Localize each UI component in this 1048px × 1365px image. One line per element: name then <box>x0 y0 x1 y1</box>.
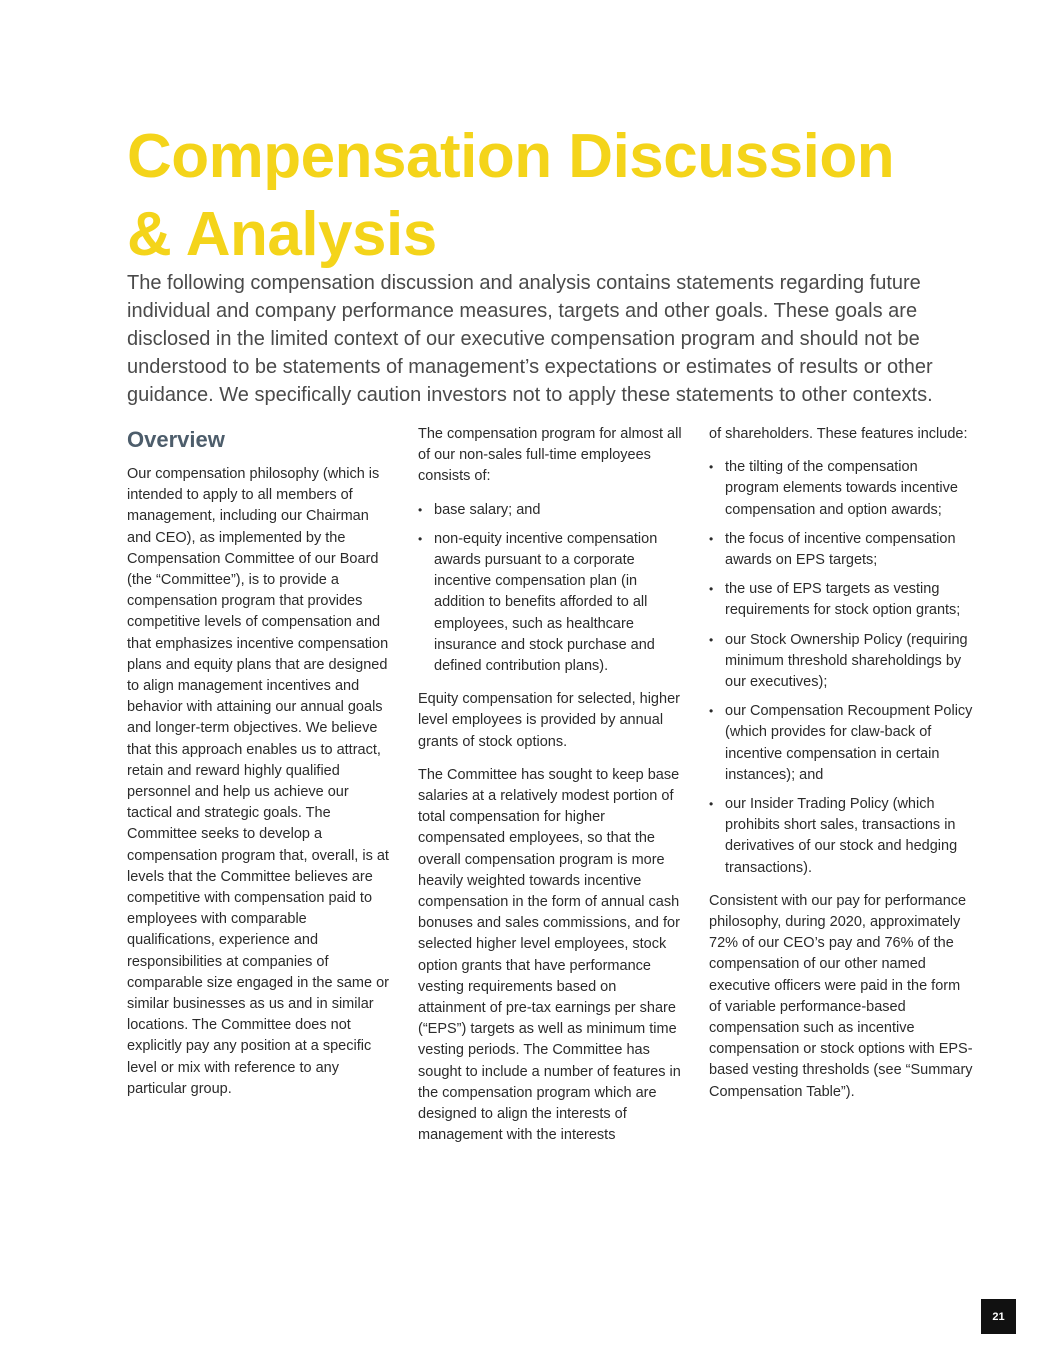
list-item: • non-equity incentive compensation awards pursuant to a corporate incentive compensation plan (in addition to benefits afforded to all employees, such as healthcare insurance and stock purchase and defined contribution plans). <box>418 529 682 677</box>
program-intro-paragraph: The compensation program for almost all of our non-sales full-time employees consists of: <box>418 426 682 485</box>
features-intro-paragraph: of shareholders. These features include: <box>709 426 968 442</box>
column-overview <box>127 424 392 1112</box>
overview-heading: Overview <box>127 427 225 452</box>
pay-for-performance-paragraph: Consistent with our pay for performance philosophy, during 2020, approximately 72% of our CEO’s pay and 76% of the compensation of our other named executive officers were paid in the form of variable performance-based compensation such as incentive compensation or stock options with EPS-based vesting thresholds (see “Summary Compensation Table”). <box>709 892 973 1100</box>
title-line-2: & Analysis <box>127 200 437 269</box>
equity-paragraph: Equity compensation for selected, higher level employees is provided by annual grants of stock options. <box>418 691 680 750</box>
page-number: 21 <box>981 1299 1016 1334</box>
column-2 <box>418 424 682 1159</box>
features-list <box>709 457 973 879</box>
title-line-1: Compensation Discussion <box>127 122 895 191</box>
list-item: • the use of EPS targets as vesting requirements for stock option grants; <box>709 579 973 621</box>
list-item: • the tilting of the compensation program elements towards incentive compensation and option awards; <box>709 457 973 521</box>
overview-paragraph: Our compensation philosophy (which is intended to apply to all members of management, including our Chairman and CEO), as implemented by the Compensation Committee of our Board (the “Committee”), is to provide a compensation program that provides competitive levels of compensation and that emphasizes incentive compensation plans and equity plans that are designed to align management incentives and behavior with attaining our annual goals and longer-term objectives. We believe that this approach enables us to attract, retain and reward highly qualified personnel and help us achieve our tactical and strategic goals. The Committee seeks to develop a compensation program that, overall, is at levels that the Committee believes are competitive with compensation paid to employees with comparable qualifications, experience and responsibilities at companies of comparable size engaged in the same or similar businesses as us and in similar locations. The Committee does not explicitly pay any position at a specific level or mix with reference to any particular group. <box>127 466 389 1097</box>
list-item: • our Insider Trading Policy (which prohibits short sales, transactions in derivatives of our stock and hedging transactions). <box>709 794 973 879</box>
list-item: • our Stock Ownership Policy (requiring minimum threshold shareholdings by our executives); <box>709 630 973 694</box>
column-3 <box>709 424 973 1115</box>
intro-paragraph: The following compensation discussion and analysis contains statements regarding future individual and company performance measures, targets and other goals. These goals are disclosed in the limited context of our executive compensation program and should not be understood to be statements of management’s expectations or estimates of results or other guidance. We specifically caution investors not to apply these statements to other contexts. <box>127 272 933 406</box>
page-title <box>127 118 987 274</box>
program-elements-list <box>418 500 682 678</box>
list-item: • the focus of incentive compensation awards on EPS targets; <box>709 529 973 571</box>
base-salary-paragraph: The Committee has sought to keep base salaries at a relatively modest portion of total compensation for higher compensated employees, so that the overall compensation program is more heavily weighted towards incentive compensation in the form of annual cash bonuses and sales commissions, and for selected higher level employees, stock option grants that have performance vesting requirements based on attainment of pre-tax earnings per share (“EPS”) targets as well as minimum time vesting periods. The Committee has sought to include a number of features in the compensation program which are designed to align the interests of management with the interests <box>418 766 681 1144</box>
list-item: • base salary; and <box>418 500 682 521</box>
list-item: • our Compensation Recoupment Policy (which provides for claw-back of incentive compensation in certain instances); and <box>709 701 973 786</box>
